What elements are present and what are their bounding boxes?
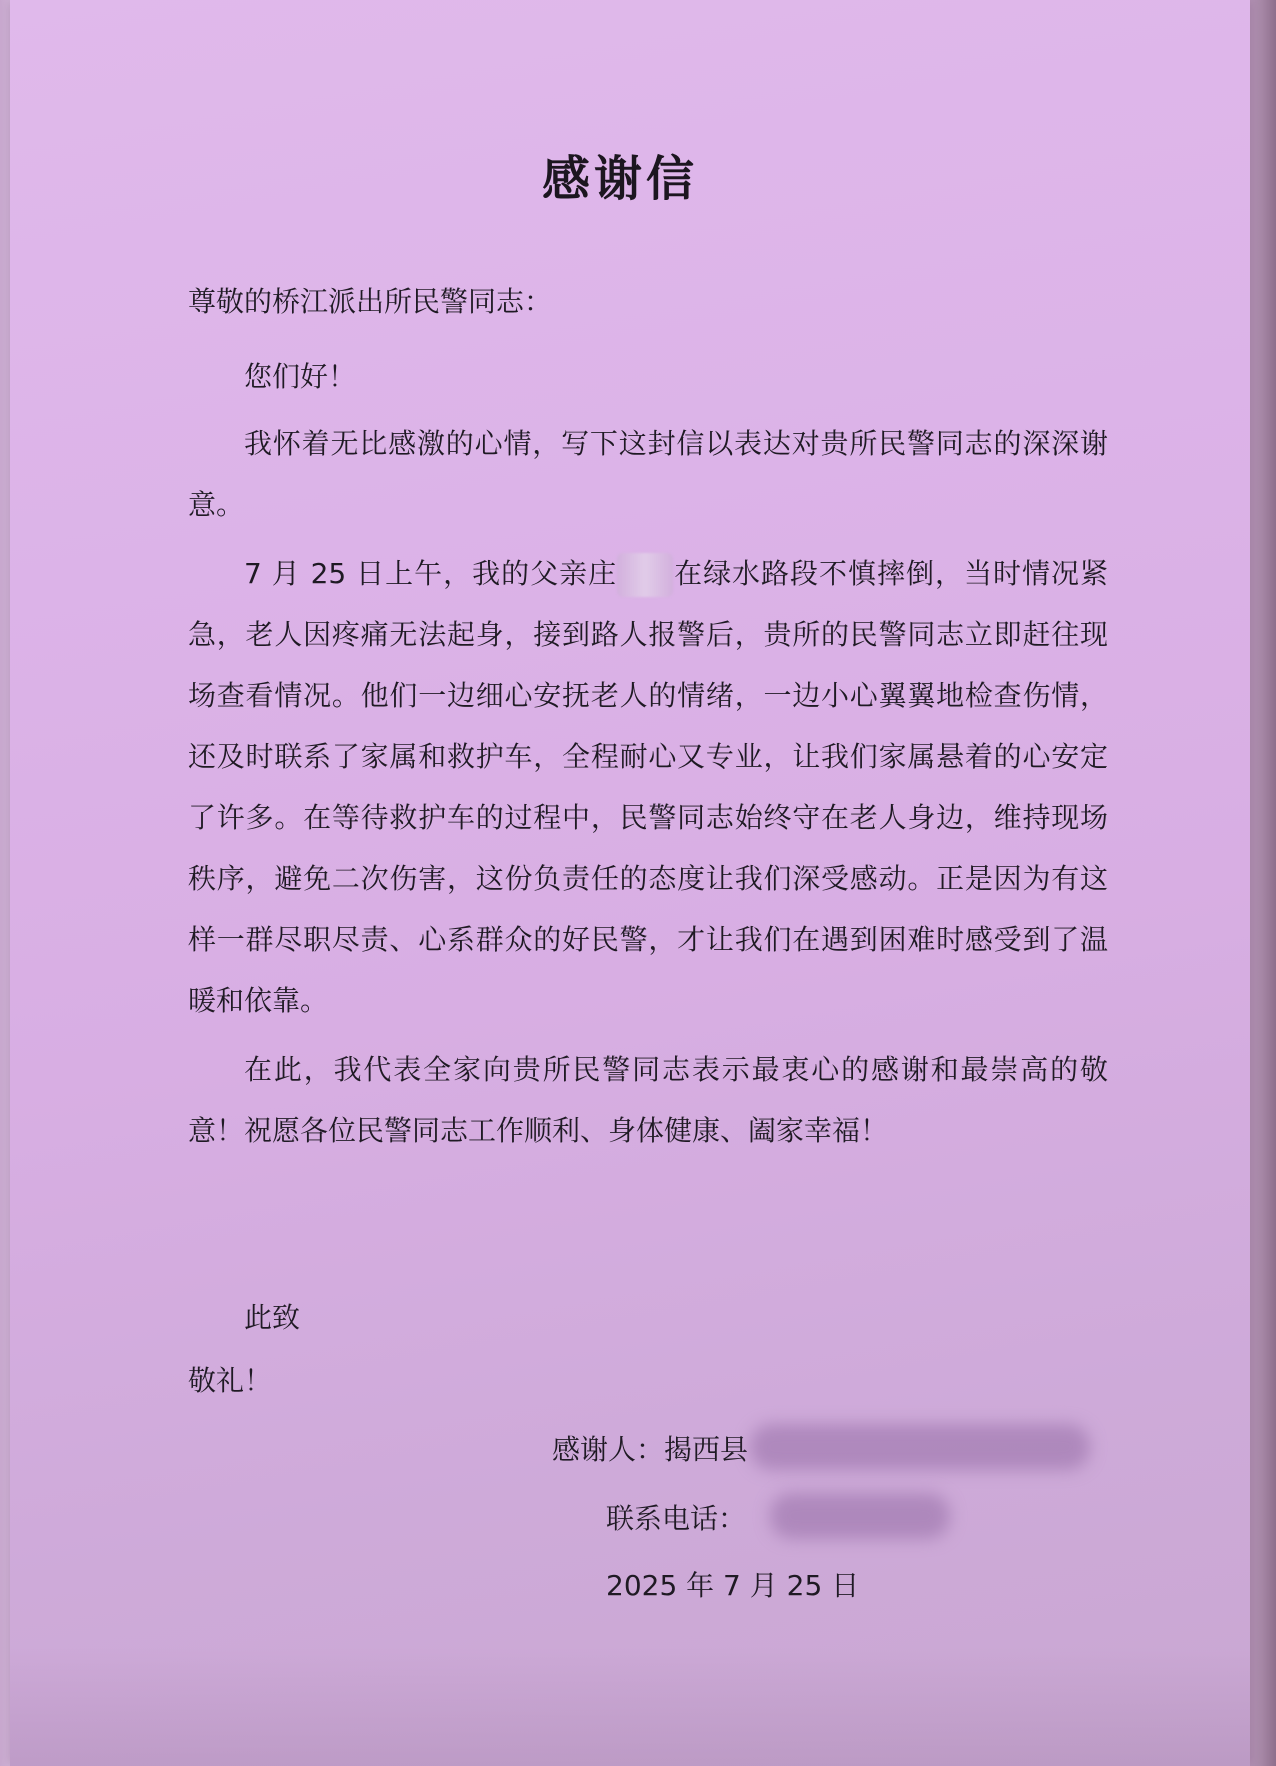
redacted-phone: [770, 1493, 950, 1539]
paragraph-2-start: 7 月 25 日上午，我的父亲庄: [244, 557, 618, 590]
letter-date: 2025 年 7 月 25 日: [606, 1569, 860, 1602]
closing-line-2: 敬礼！: [188, 1364, 273, 1397]
letter-paragraph-3: 在此，我代表全家向贵所民警同志表示最衷心的感谢和最崇高的敬意！祝愿各位民警同志工作顺利、身体健康、阖家幸福！: [188, 1053, 1108, 1147]
signer-label: 感谢人：揭西县: [552, 1433, 749, 1466]
redacted-name: [617, 553, 673, 597]
bottom-shadow: [10, 1646, 1250, 1766]
letter-paragraph-1: 我怀着无比感激的心情，写下这封信以表达对贵所民警同志的深深谢意。: [188, 427, 1108, 521]
closing-line-1: 此致: [244, 1301, 301, 1334]
letter-greeting: 您们好！: [244, 360, 357, 393]
redacted-signer: [750, 1424, 1090, 1470]
letter-paragraph-2: [188, 543, 1108, 1031]
letter-title: 感谢信: [541, 151, 698, 207]
phone-label: 联系电话：: [606, 1502, 747, 1535]
letter-sheet: [10, 0, 1250, 1766]
paragraph-2-rest: 在绿水路段不慎摔倒，当时情况紧急，老人因疼痛无法起身，接到路人报警后，贵所的民警同志立即赶往现场查看情况。他们一边细心安抚老人的情绪，一边小心翼翼地检查伤情，还及时联系了家属和救护车，全程耐心又专业，让我们家属悬着的心安定了许多。在等待救护车的过程中，民警同志始终守在老人身边，维持现场秩序，避免二次伤害，这份负责任的态度让我们深受感动。正是因为有这样一群尽职尽责、心系群众的好民警，才让我们在遇到困难时感受到了温暖和依靠。: [188, 557, 1108, 1017]
letter-body: [188, 346, 1108, 1161]
letter-salutation: 尊敬的桥江派出所民警同志：: [188, 285, 553, 318]
